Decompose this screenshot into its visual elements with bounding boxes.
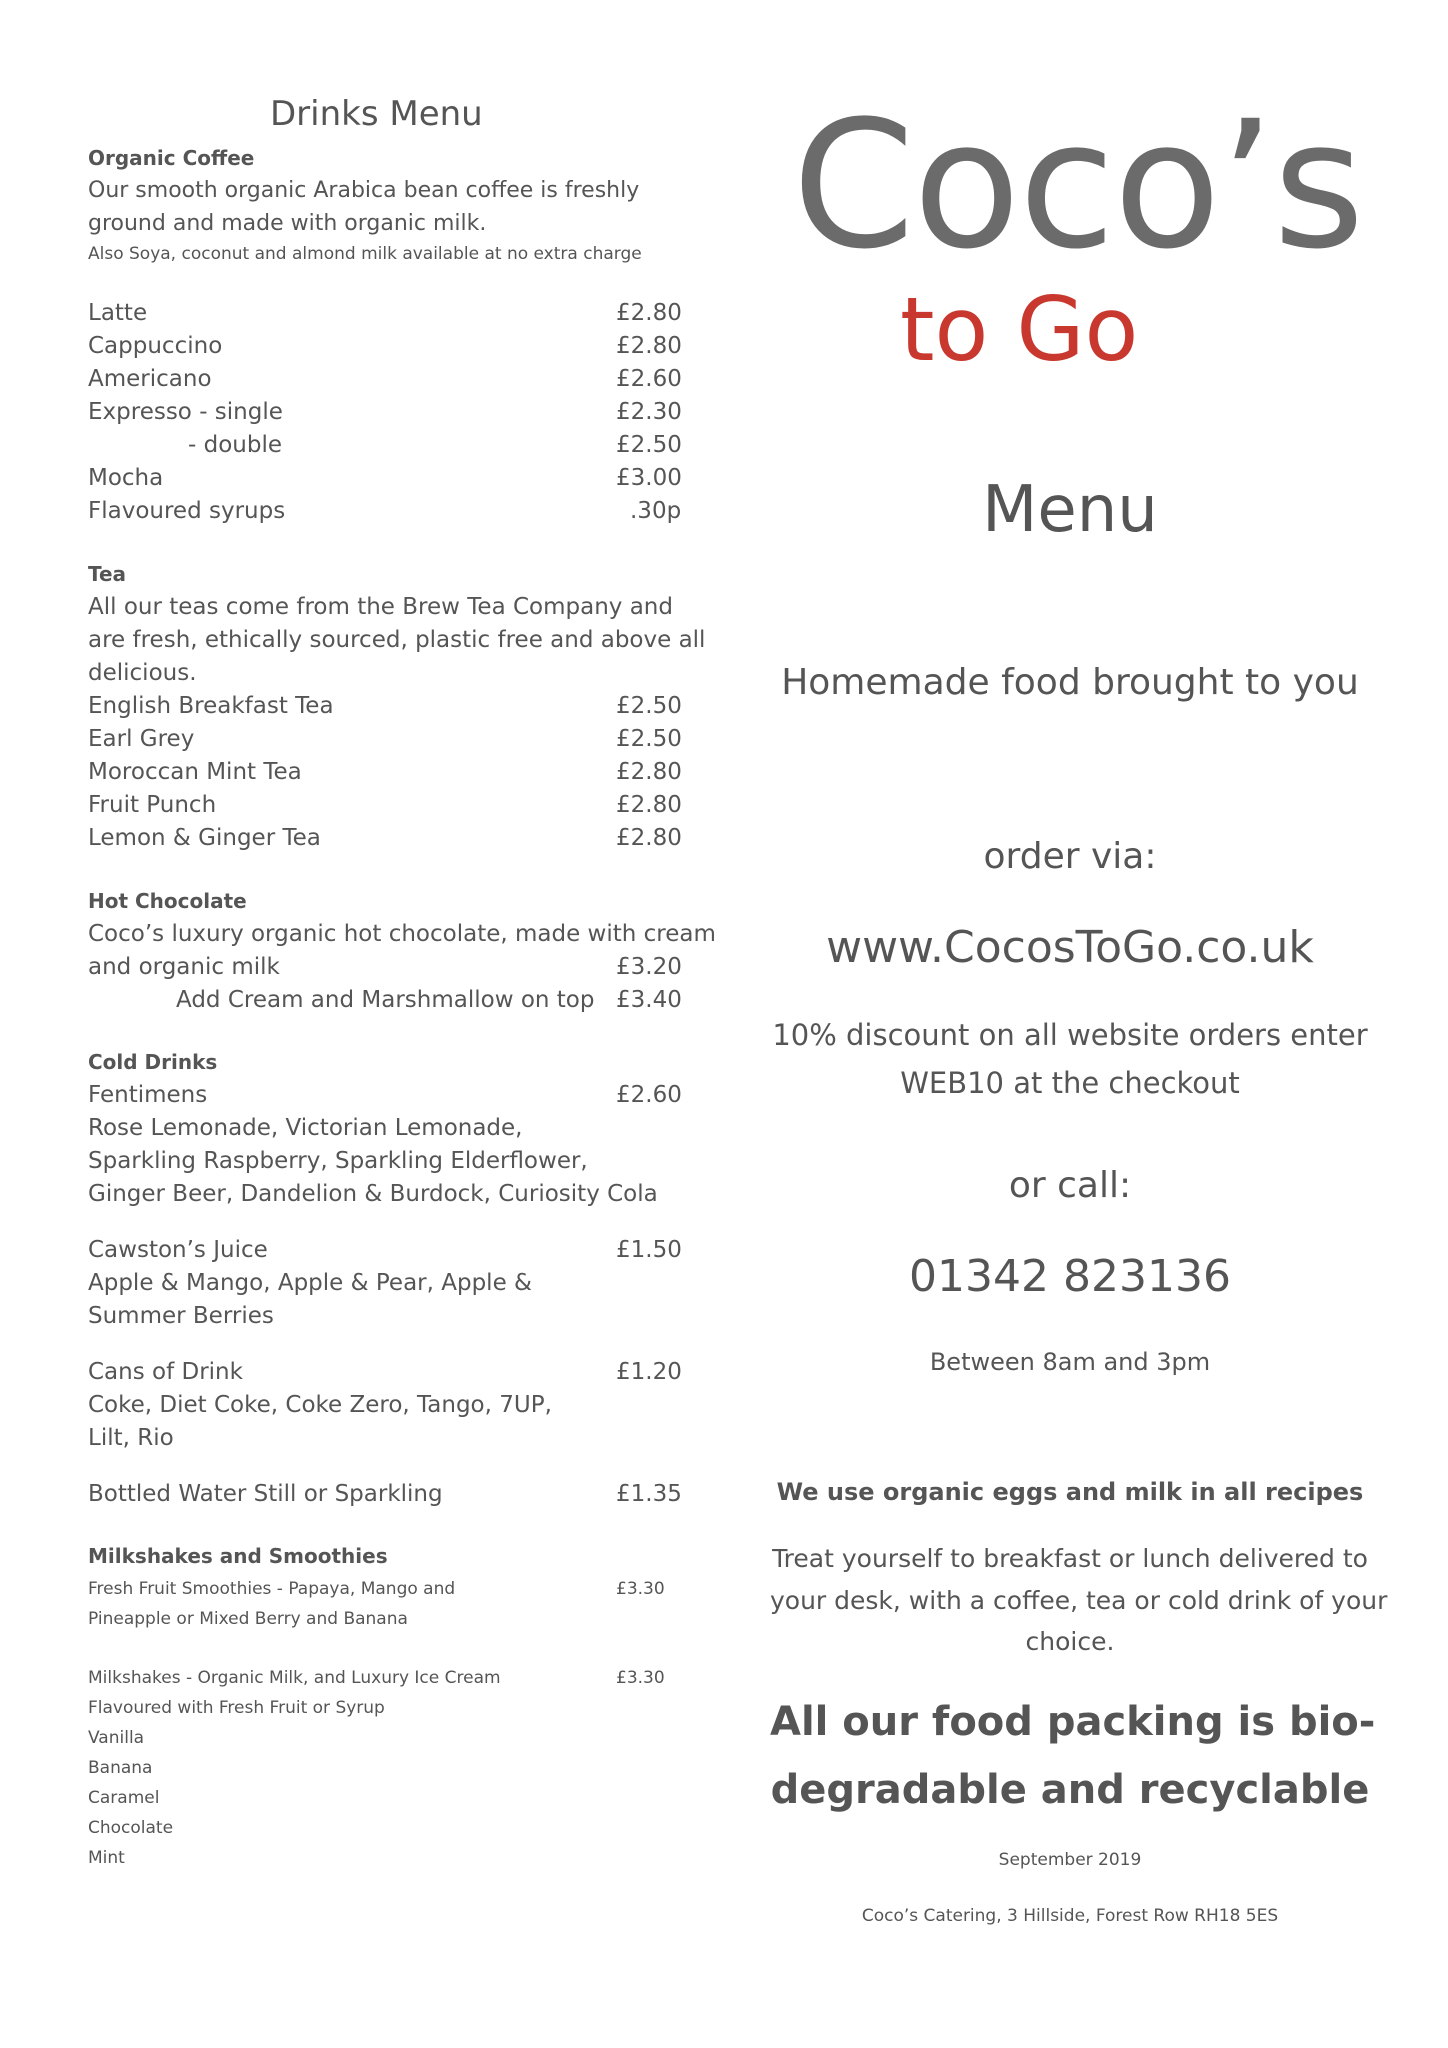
or-call: or call: [1008,1165,1132,1206]
menu-item-price: £2.60 [616,366,682,392]
menu-item-price: £3.30 [616,1668,665,1688]
menu-item-name: Earl Grey [88,726,195,752]
menu-item-name: Lemon & Ginger Tea [88,825,321,851]
menu-item-name: Cans of Drink [88,1359,243,1385]
shakes-heading: Milkshakes and Smoothies [88,1544,388,1568]
tagline: Homemade food brought to you [781,662,1359,703]
menu-item-name: Bottled Water Still or Sparkling [88,1481,443,1507]
tea-heading: Tea [88,562,127,586]
flavour-item: Banana [88,1758,153,1778]
packing-note: degradable and recyclable [770,1767,1370,1813]
menu-item-price: £1.20 [616,1359,682,1385]
organic-note: We use organic eggs and milk in all recipes [776,1478,1364,1506]
tea-desc: delicious. [88,660,197,686]
menu-item-name: Cawston’s Juice [88,1237,268,1263]
menu-item-price: £2.80 [616,825,682,851]
menu-item-name: Add Cream and Marshmallow on top [176,987,595,1013]
flavour-item: Vanilla [88,1728,145,1748]
treat-text: Treat yourself to breakfast or lunch delivered to [772,1544,1368,1573]
menu-item-price: £2.80 [616,759,682,785]
hot-chocolate-heading: Hot Chocolate [88,889,247,913]
menu-item-name: Moroccan Mint Tea [88,759,302,785]
order-via: order via: [983,836,1157,877]
tea-desc: are fresh, ethically sourced, plastic free and above all [88,627,706,653]
menu-item-name: Mocha [88,465,164,491]
menu-item-price: £2.80 [616,333,682,359]
menu-item-name: Latte [88,300,148,326]
menu-item-price: £3.20 [616,954,682,980]
menu-item-name: Flavoured syrups [88,498,286,524]
menu-item-desc: Rose Lemonade, Victorian Lemonade, [88,1115,523,1141]
opening-hours: Between 8am and 3pm [929,1348,1211,1376]
menu-item-desc: Summer Berries [88,1303,274,1329]
menu-item-price: £2.80 [616,300,682,326]
menu-item-name: Fruit Punch [88,792,217,818]
menu-item-name: - double [188,432,282,458]
menu-item-price: £2.30 [616,399,682,425]
phone-number[interactable]: 01342 823136 [909,1251,1231,1302]
packing-note: All our food packing is bio- [770,1699,1376,1745]
discount-text: 10% discount on all website orders enter [772,1018,1368,1052]
menu-item-price: .30p [630,498,682,524]
coffee-desc: ground and made with organic milk. [88,211,487,236]
menu-item-desc: Milkshakes - Organic Milk, and Luxury Ice Cream [88,1668,501,1688]
menu-item-price: £3.30 [616,1579,665,1599]
menu-item-price: £2.60 [616,1082,682,1108]
menu-item-name: Fentimens [88,1082,208,1108]
menu-item-desc: Flavoured with Fresh Fruit or Syrup [88,1698,385,1718]
menu-item-name: Americano [88,366,212,392]
menu-item-desc: Sparkling Raspberry, Sparkling Elderflower, [88,1148,588,1174]
coffee-desc: Our smooth organic Arabica bean coffee is freshly [88,178,640,203]
menu-item-price: £3.40 [616,987,682,1013]
logo-sub: to Go [900,278,1139,381]
menu-title: Menu [982,473,1158,547]
menu-item-price: £2.50 [616,693,682,719]
hot-chocolate-desc: Coco’s luxury organic hot chocolate, made with cream [88,921,716,947]
menu-item-desc: Lilt, Rio [88,1425,174,1451]
milk-note: Also Soya, coconut and almond milk available at no extra charge [88,244,642,264]
treat-text: choice. [1025,1627,1115,1656]
flavour-item: Mint [88,1848,125,1868]
menu-item-desc: Coke, Diet Coke, Coke Zero, Tango, 7UP, [88,1392,552,1418]
menu-item-name: Cappuccino [88,333,223,359]
menu-item-price: £2.50 [616,432,682,458]
menu-item-desc: Pineapple or Mixed Berry and Banana [88,1609,408,1629]
website-link[interactable]: www.CocosToGo.co.uk [826,922,1314,973]
menu-item-name: English Breakfast Tea [88,693,334,719]
treat-text: your desk, with a coffee, tea or cold drink of your [770,1586,1388,1615]
flavour-item: Caramel [88,1788,160,1808]
discount-text: WEB10 at the checkout [900,1066,1240,1100]
menu-item-desc: Ginger Beer, Dandelion & Burdock, Curiosity Cola [88,1181,658,1207]
tea-desc: All our teas come from the Brew Tea Company and [88,594,673,620]
flavour-item: Chocolate [88,1818,174,1838]
menu-date: September 2019 [998,1850,1142,1870]
menu-item-name: Expresso - single [88,399,283,425]
drinks-menu-title: Drinks Menu [270,94,483,134]
menu-item-price: £1.35 [616,1481,682,1507]
menu-item-price: £1.50 [616,1237,682,1263]
hot-chocolate-desc: and organic milk [88,954,280,980]
menu-item-price: £2.50 [616,726,682,752]
menu-item-desc: Fresh Fruit Smoothies - Papaya, Mango and [88,1579,456,1599]
menu-item-price: £2.80 [616,792,682,818]
address: Coco’s Catering, 3 Hillside, Forest Row RH18 5ES [861,1906,1279,1926]
cold-drinks-heading: Cold Drinks [88,1050,218,1074]
logo-main: Coco’s [792,83,1363,288]
coffee-heading: Organic Coffee [88,146,255,170]
menu-item-desc: Apple & Mango, Apple & Pear, Apple & [88,1270,532,1296]
menu-item-price: £3.00 [616,465,682,491]
